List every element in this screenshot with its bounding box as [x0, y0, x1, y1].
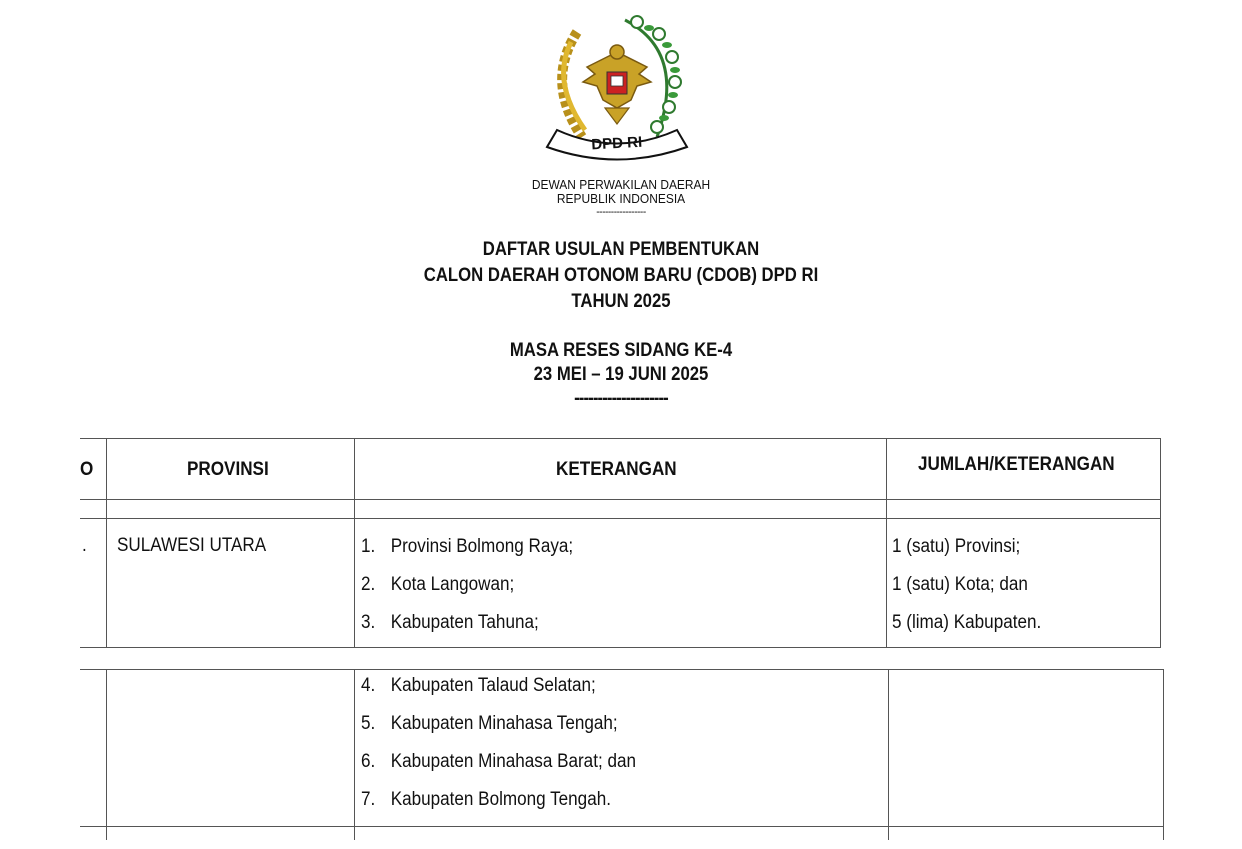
proposal-table — [80, 438, 1161, 648]
ribbon-icon — [547, 130, 687, 160]
session-line-1: MASA RESES SIDANG KE-4 — [509, 340, 733, 361]
list-item: 5. Kabupaten Minahasa Tengah; — [361, 713, 618, 734]
wheat-wreath-icon — [562, 32, 585, 137]
col-divider — [888, 670, 889, 840]
list-item: 7. Kabupaten Bolmong Tengah. — [361, 789, 611, 810]
column-header-keterangan: KETERANGAN — [556, 459, 677, 480]
session-info — [75, 339, 1168, 411]
column-header-provinsi: PROVINSI — [187, 459, 269, 480]
header-divider — [80, 518, 1160, 519]
province-name: SULAWESI UTARA — [117, 535, 267, 556]
session-line-2: 23 MEI – 19 JUNI 2025 — [533, 364, 709, 385]
organization-name — [50, 178, 1193, 218]
list-item: 4. Kabupaten Talaud Selatan; — [361, 675, 596, 696]
garuda-icon — [583, 45, 651, 124]
list-item: 3. Kabupaten Tahuna; — [361, 612, 539, 633]
column-header-jumlah: JUMLAH/KETERANGAN — [918, 454, 1115, 475]
row-number: . — [82, 535, 87, 556]
list-item: 2. Kota Langowan; — [361, 574, 515, 595]
col-divider — [106, 670, 107, 840]
org-line-2: REPUBLIK INDONESIA — [556, 191, 686, 206]
jumlah-item: 5 (lima) Kabupaten. — [892, 612, 1042, 633]
jumlah-item: 1 (satu) Kota; dan — [892, 574, 1028, 595]
dpd-ri-logo — [537, 12, 697, 164]
col-divider — [106, 439, 107, 647]
proposal-table-continued — [80, 669, 1164, 840]
org-line-1: DEWAN PERWAKILAN DAERAH — [531, 177, 711, 192]
list-item: 6. Kabupaten Minahasa Barat; dan — [361, 751, 636, 772]
title-line-2: CALON DAERAH OTONOM BARU (CDOB) DPD RI — [423, 265, 819, 286]
col-divider — [354, 439, 355, 647]
session-separator: -------------------- — [574, 388, 668, 409]
jumlah-item: 1 (satu) Provinsi; — [892, 536, 1021, 557]
list-item: 1. Provinsi Bolmong Raya; — [361, 536, 574, 557]
logo-text: DPD RI — [590, 133, 643, 154]
col-divider — [354, 670, 355, 840]
column-header-no: O — [80, 459, 94, 480]
title-line-1: DAFTAR USULAN PEMBENTUKAN — [482, 239, 760, 260]
header-divider — [80, 499, 1160, 500]
org-separator: ----------------- — [596, 206, 646, 218]
document-title — [75, 237, 1168, 315]
title-line-3: TAHUN 2025 — [571, 291, 671, 312]
col-divider — [886, 439, 887, 647]
row-divider — [80, 826, 1163, 827]
